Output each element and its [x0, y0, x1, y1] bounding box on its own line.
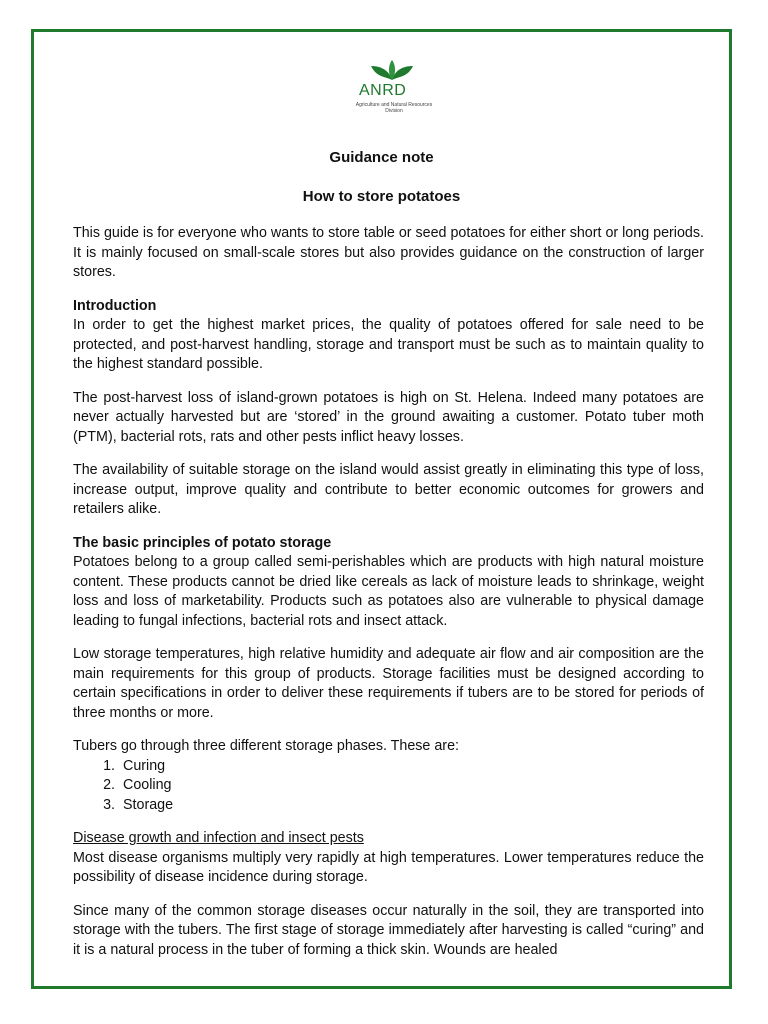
intro-paragraph: This guide is for everyone who wants to store table or seed potatoes for either short or long periods. It is mainly focused on small-scale stores but also provides guidance on the construction of larger stores.	[73, 225, 704, 280]
list-item: 3. Storage	[119, 796, 704, 816]
introduction-paragraph-2: The post-harvest loss of island-grown potatoes is high on St. Helena. Indeed many potatoes are never actually harvested but are ‘stored’ in the ground awaiting a customer. Potato tuber moth (PTM), bacterial rots, rats and other pests inflict heavy losses.	[73, 389, 704, 445]
storage-phases-list	[73, 757, 704, 816]
list-item: 1. Curing	[119, 757, 704, 777]
introduction-paragraph-1: In order to get the highest market prices, the quality of potatoes offered for sale need to be protected, and post-harvest handling, storage and transport must be such as to maintain quality to the highest standard possible.	[73, 317, 704, 372]
document-title: Guidance note	[329, 149, 434, 166]
principles-paragraph-2: Low storage temperatures, high relative humidity and adequate air flow and air composition are the main requirements for this group of products. Storage facilities must be designed according to certain specifications in order to deliver these requirements if tubers are to be stored for periods of three months or more.	[73, 646, 704, 721]
logo-subtitle: Agriculture and Natural Resources Division	[355, 102, 433, 114]
list-item: 2. Cooling	[119, 776, 704, 796]
introduction-paragraph-3: The availability of suitable storage on the island would assist greatly in eliminating this type of loss, increase output, improve quality and contribute to better economic outcomes for growers and retailers alike.	[73, 462, 704, 517]
disease-heading: Disease growth and infection and insect pests	[73, 830, 364, 846]
principles-heading: The basic principles of potato storage	[73, 534, 332, 551]
page-frame	[31, 29, 732, 989]
anrd-logo	[335, 54, 449, 126]
document-body	[73, 224, 704, 974]
principles-paragraph-3: Tubers go through three different storage phases. These are:	[73, 738, 459, 754]
document-subtitle: How to store potatoes	[302, 188, 461, 205]
logo-name: ANRD	[359, 82, 407, 99]
principles-paragraph-1: Potatoes belong to a group called semi-perishables which are products with high natural moisture content. These products cannot be dried like cereals as lack of moisture leads to shrinkage, weight loss and loss of marketability. Products such as potatoes also are vulnerable to physical damage leading to fungal infections, bacterial rots and insect attack.	[73, 554, 704, 629]
disease-paragraph-2: Since many of the common storage diseases occur naturally in the soil, they are transported into storage with the tubers. The first stage of storage immediately after harvesting is called “curing” and it is a natural process in the tuber of forming a thick skin. Wounds are healed	[73, 902, 704, 958]
introduction-heading: Introduction	[73, 297, 157, 314]
leaves-icon	[367, 58, 417, 84]
disease-paragraph-1: Most disease organisms multiply very rapidly at high temperatures. Lower temperatures reduce the possibility of disease incidence during storage.	[73, 849, 704, 885]
